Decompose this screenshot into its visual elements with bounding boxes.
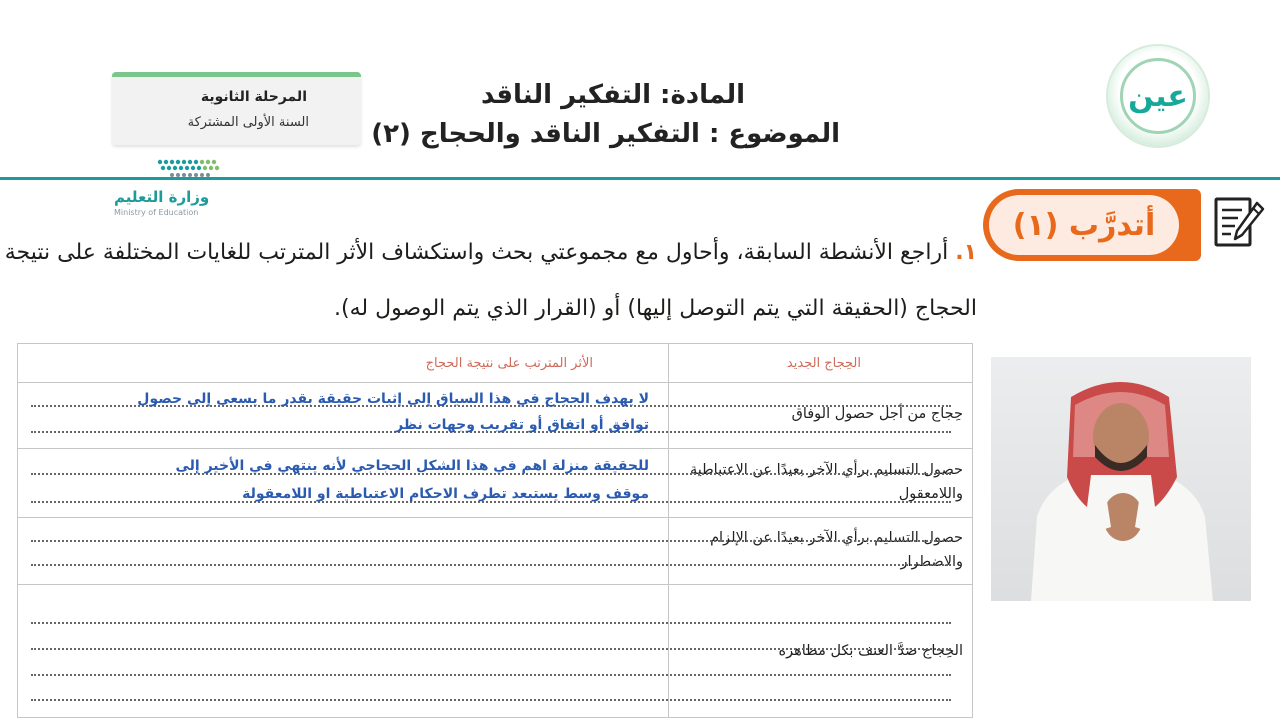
ministry-name: وزارة التعليم (114, 188, 210, 206)
topic-title: الموضوع : التفكير الناقد والحجاج (٢) (371, 119, 840, 149)
answer-text: لا يهدف الحجاج في هذا السياق إلى إثبات حقيقة بقدر ما يسعى إلى حصول (137, 391, 649, 407)
presenter-figure-icon (991, 357, 1251, 601)
ministry-name-en: Ministry of Education (114, 208, 199, 217)
table-row (17, 585, 973, 717)
arguments-table (17, 343, 973, 718)
instruction-text-1: أراجع الأنشطة السابقة، وأحاول مع مجموعتي بحث واستكشاف الأثر المترتب للغايات المختلفة على نتيجة (4, 240, 949, 265)
argument-cell: الحِجاج ضدَّ العنف بكل مظاهره (778, 643, 963, 659)
ain-logo-text: عين (1128, 78, 1188, 114)
answer-text: موقف وسط يستبعد تطرف الاحكام الاعتباطية او اللامعقولة (242, 486, 649, 502)
subject-title: المادة: التفكير الناقد (480, 80, 745, 110)
argument-cell: حصول التسليم برأي الآخر بعيدًا عن الإلزام والاضطرار (710, 530, 963, 570)
answer-dotted-line (31, 564, 951, 566)
answer-text: توافق أو اتفاق أو تقريب وجهات نظر (395, 417, 649, 433)
answer-dotted-line (31, 699, 951, 701)
instruction-line-1 (5, 240, 977, 265)
table-row (17, 383, 973, 449)
instruction-line-2: الحجاج (الحقيقة التي يتم التوصل إليها) أو (القرار الذي يتم الوصول له). (334, 296, 977, 321)
table-header-row (17, 343, 973, 383)
ain-logo (1108, 46, 1208, 146)
instruction-number: ١. (955, 240, 977, 265)
header-divider (0, 177, 1280, 180)
practice-pill (989, 195, 1179, 255)
argument-cell: حصول التسليم برأي الآخر بعيدًا عن الاعتباطية واللامعقول (689, 462, 963, 502)
practice-label: أتدرَّب (١) (1012, 207, 1156, 243)
table-row (17, 449, 973, 518)
stage-card (112, 72, 361, 145)
header-effect: الأثر المترتب على نتيجة الحجاج (425, 356, 593, 371)
answer-dotted-line (31, 648, 951, 650)
presenter-video (991, 357, 1251, 601)
pen-paper-icon (1213, 195, 1265, 251)
answer-dotted-line (31, 674, 951, 676)
practice-banner (983, 189, 1201, 261)
answer-text: للحقيقة منزلة اهم في هذا الشكل الحجاجي لأنه ينتهي في الأخير إلى (175, 458, 649, 474)
answer-dotted-line (31, 622, 951, 624)
stage-year: السنة الأولى المشتركة (187, 115, 309, 130)
header-new-argument: الحِجاج الجديد (786, 356, 861, 371)
answer-dotted-line (31, 540, 951, 542)
ain-logo-ring (1120, 58, 1196, 134)
practice-icon-box (1201, 183, 1280, 265)
table-row (17, 518, 973, 585)
stage-title: المرحلة الثانوية (200, 89, 307, 105)
argument-cell: حِجاج من أجل حصول الوفاق (791, 406, 963, 422)
ministry-logo (112, 150, 222, 225)
